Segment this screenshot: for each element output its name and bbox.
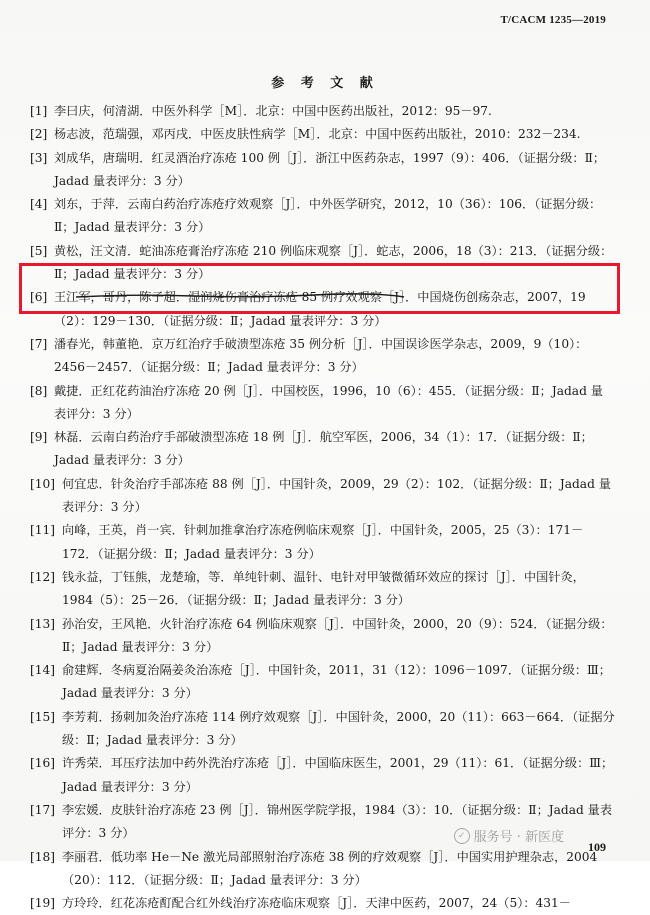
reference-item bbox=[30, 380, 615, 427]
reference-number: [9] bbox=[30, 430, 48, 445]
reference-text: 方玲玲．红花冻疮酊配合红外线治疗冻疮临床观察［J］．天津中医药，2007，24（5）：431－ bbox=[62, 896, 571, 911]
reference-item bbox=[30, 519, 615, 566]
reference-number: [14] bbox=[30, 663, 56, 678]
reference-text: 王江军，哥丹，陈子超．湿润烧伤膏治疗冻疮 85 例疗效观察［J］．中国烧伤创疡杂志，2007，19（2）：129－130．（证据分级：Ⅱ；Jadad 量表评分：3 分） bbox=[54, 290, 586, 328]
reference-text: 李宏媛．皮肤针治疗冻疮 23 例［J］．锦州医学院学报，1984（3）：10．（证据分级：Ⅱ；Jadad 量表评分：3 分） bbox=[62, 802, 613, 841]
reference-text: 戴捷．正红花药油治疗冻疮 20 例［J］．中国校医，1996，10（6）：455．（证据分级：Ⅱ；Jadad 量表评分：3 分） bbox=[54, 383, 603, 421]
reference-number: [1] bbox=[30, 104, 48, 118]
reference-text: 向峰，王英，肖一宾．针刺加推拿治疗冻疮例临床观察［J］．中国针灸，2005，25（3）：171－172．（证据分级：Ⅱ；Jadad 量表评分：3 分） bbox=[62, 523, 584, 561]
reference-number: [6] bbox=[30, 290, 48, 305]
reference-item bbox=[30, 333, 615, 380]
handwritten-underline bbox=[74, 292, 406, 300]
reference-text: 杨志波，范瑞强，邓丙戌．中医皮肤性病学［M］．北京：中国中医药出版社，2010：232－234. bbox=[54, 127, 581, 142]
reference-text: 黄松，汪文清．蛇油冻疮膏治疗冻疮 210 例临床观察［J］．蛇志，2006，18（3）：213．（证据分级：Ⅱ；Jadad 量表评分：3 分） bbox=[54, 243, 613, 282]
wechat-icon: ✓ bbox=[454, 828, 470, 844]
reference-text: 钱永益，丁钰熊，龙楚瑜，等．单纯针刺、温针、电针对甲皱微循环效应的探讨［J］．中国针灸，1984（5）：25－26．（证据分级：Ⅱ；Jadad 量表评分：3 分） bbox=[62, 569, 585, 608]
reference-text: 刘东，于萍．云南白药治疗冻疮疗效观察［J］．中外医学研究，2012，10（36）：106．（证据分级：Ⅱ；Jadad 量表评分：3 分） bbox=[54, 197, 602, 235]
reference-list bbox=[30, 100, 615, 915]
reference-number: [4] bbox=[30, 197, 48, 212]
reference-text: 李芳莉．扬刺加灸治疗冻疮 114 例疗效观察［J］．中国针灸，2000，20（11）：663－664．（证据分级：Ⅱ；Jadad 量表评分：3 分） bbox=[62, 709, 615, 748]
reference-number: [5] bbox=[30, 243, 48, 258]
reference-number: [16] bbox=[30, 756, 56, 771]
reference-item bbox=[30, 659, 615, 706]
page-number: 109 bbox=[588, 840, 606, 854]
reference-text: 俞建辉．冬病夏治隔姜灸治冻疮［J］．中国针灸，2011，31（12）：1096－1097．（证据分级：Ⅲ；Jadad 量表评分：3 分） bbox=[62, 663, 611, 701]
reference-item bbox=[30, 752, 615, 799]
standard-code: T/CACM 1235—2019 bbox=[500, 14, 606, 26]
reference-item bbox=[30, 706, 615, 753]
reference-number: [10] bbox=[30, 476, 56, 491]
reference-item bbox=[30, 473, 615, 520]
reference-item bbox=[30, 846, 615, 893]
reference-item bbox=[30, 566, 615, 613]
reference-item bbox=[30, 100, 615, 123]
reference-text: 李丽君．低功率 He－Ne 激光局部照射治疗冻疮 38 例的疗效观察［J］．中国实用护理杂志，2004（20）：112．（证据分级：Ⅱ；Jadad 量表评分：3 分） bbox=[62, 849, 598, 887]
reference-number: [3] bbox=[30, 150, 48, 165]
reference-item bbox=[30, 892, 615, 915]
reference-text: 李曰庆，何清湖．中医外科学［M］．北京：中国中医药出版社，2012：95－97. bbox=[54, 104, 492, 118]
watermark bbox=[454, 826, 564, 845]
highlight-box bbox=[19, 263, 620, 314]
reference-number: [12] bbox=[30, 569, 56, 584]
reference-text: 林磊．云南白药治疗手部破溃型冻疮 18 例［J］．航空军医，2006，34（1）：17．（证据分级：Ⅱ；Jadad 量表评分：3 分） bbox=[54, 430, 593, 468]
reference-number: [19] bbox=[30, 896, 56, 911]
reference-text: 许秀荣．耳压疗法加中药外洗治疗冻疮［J］．中国临床医生，2001，29（11）：61．（证据分级：Ⅲ；Jadad 量表评分：3 分） bbox=[62, 756, 614, 794]
page-title: 参 考 文 献 bbox=[271, 76, 379, 91]
reference-number: [18] bbox=[30, 849, 56, 864]
reference-item bbox=[30, 123, 615, 146]
reference-number: [15] bbox=[30, 709, 56, 724]
reference-number: [11] bbox=[30, 523, 56, 538]
reference-number: [13] bbox=[30, 616, 56, 631]
reference-text: 孙治安，王风艳．火针治疗冻疮 64 例临床观察［J］．中国针灸，2000，20（9）：524．（证据分级：Ⅱ；Jadad 量表评分：3 分） bbox=[62, 616, 613, 654]
reference-number: [2] bbox=[30, 127, 48, 142]
reference-item bbox=[30, 613, 615, 660]
reference-item bbox=[30, 426, 615, 473]
reference-number: [8] bbox=[30, 383, 48, 398]
watermark-text: 服务号 · 新医度 bbox=[473, 830, 564, 845]
reference-number: [7] bbox=[30, 336, 48, 351]
reference-text: 潘春光，韩董艳．京万红治疗手破溃型冻疮 35 例分析［J］．中国误诊医学杂志，2009，9（10）：2456－2457．（证据分级：Ⅱ；Jadad 量表评分：3 分） bbox=[54, 336, 588, 375]
reference-item bbox=[30, 193, 615, 240]
reference-text: 刘成华，唐瑞明．红灵酒治疗冻疮 100 例［J］．浙江中医药杂志，1997（9）：406．（证据分级：Ⅱ；Jadad 量表评分：3 分） bbox=[54, 150, 606, 188]
reference-number: [17] bbox=[30, 802, 56, 817]
reference-item bbox=[30, 147, 615, 194]
reference-text: 何宜忠．针灸治疗手部冻疮 88 例［J］．中国针灸，2009，29（2）：102．（证据分级：Ⅱ；Jadad 量表评分：3 分） bbox=[62, 476, 611, 515]
